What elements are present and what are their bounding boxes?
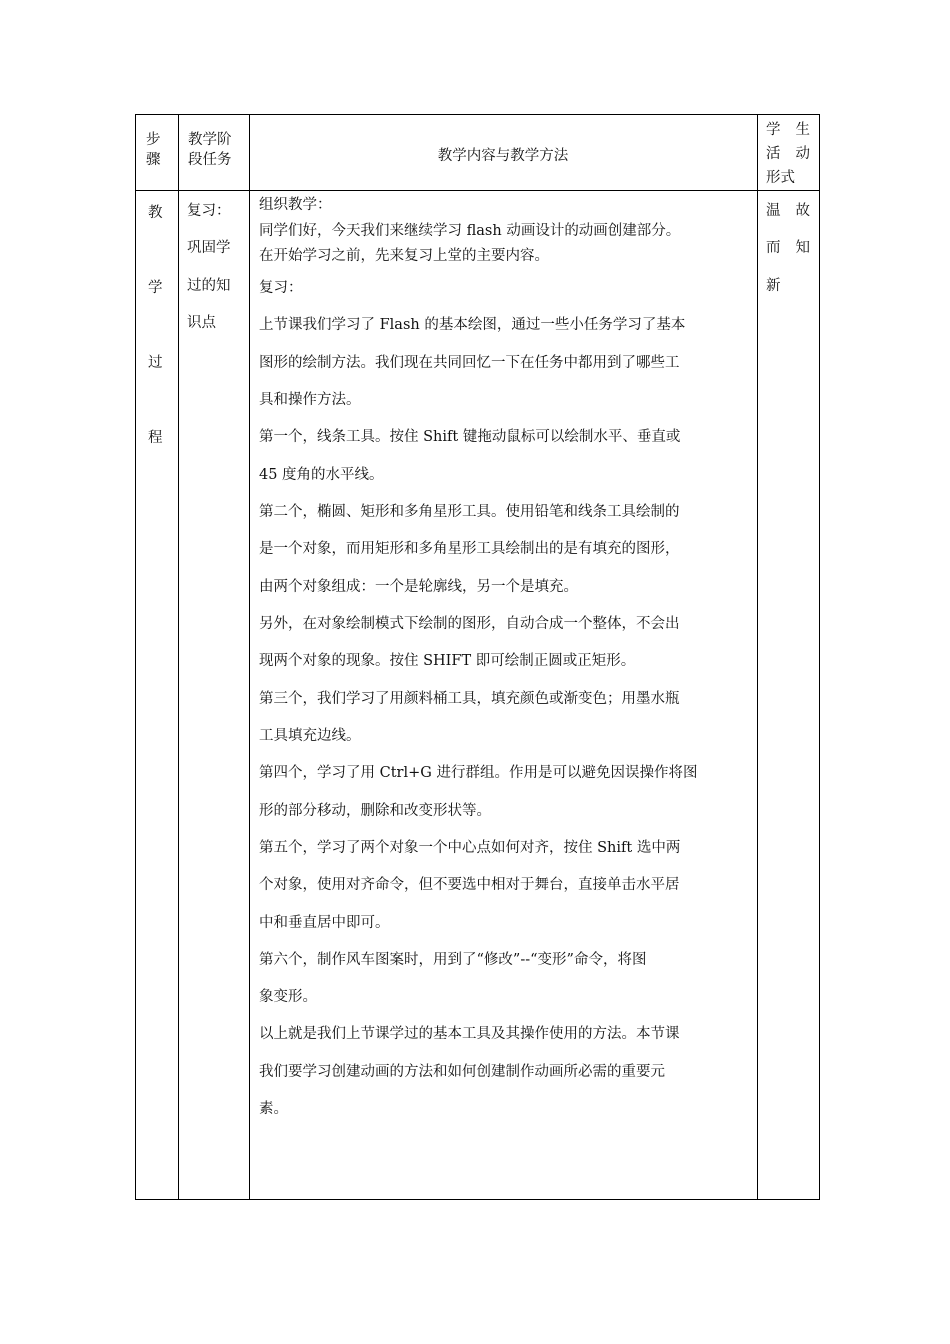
activity-char: 温 bbox=[766, 203, 781, 219]
content-line: 具和操作方法。 bbox=[259, 392, 361, 408]
content-line: 个对象，使用对齐命令，但不要选中相对于舞台，直接单击水平居 bbox=[259, 877, 680, 893]
header-activity-char: 活 bbox=[766, 146, 781, 162]
activity-char: 故 bbox=[795, 203, 810, 219]
task-line: 巩固学 bbox=[187, 240, 231, 256]
header-activity-line bbox=[766, 118, 810, 142]
content-line: 象变形。 bbox=[259, 989, 317, 1005]
activity-line bbox=[766, 238, 810, 258]
content-line: 第二个，椭圆、矩形和多角星形工具。使用铅笔和线条工具绘制的 bbox=[259, 504, 680, 520]
step-char: 教 bbox=[148, 205, 163, 221]
activity-char: 而 bbox=[766, 240, 781, 256]
content-line: 形的部分移动，删除和改变形状等。 bbox=[259, 803, 491, 819]
content-line: 中和垂直居中即可。 bbox=[259, 915, 390, 931]
content-line: 工具填充边线。 bbox=[259, 728, 361, 744]
content-line: 第六个，制作风车图案时，用到了“修改”--“变形”命令，将图 bbox=[259, 952, 647, 968]
header-divider bbox=[135, 190, 820, 191]
column-divider-3 bbox=[757, 114, 758, 1200]
content-line: 第三个，我们学习了用颜料桶工具，填充颜色或渐变色；用墨水瓶 bbox=[259, 691, 680, 707]
content-line: 45 度角的水平线。 bbox=[259, 467, 384, 483]
header-step-line: 骤 bbox=[146, 152, 161, 168]
step-char: 程 bbox=[148, 430, 163, 446]
step-char: 学 bbox=[148, 280, 163, 296]
table-right-border bbox=[819, 114, 820, 1200]
content-line: 上节课我们学习了 Flash 的基本绘图，通过一些小任务学习了基本 bbox=[259, 317, 686, 333]
header-task bbox=[188, 130, 244, 170]
header-activity bbox=[766, 118, 814, 190]
content-line: 由两个对象组成：一个是轮廓线，另一个是填充。 bbox=[259, 579, 578, 595]
header-activity-line bbox=[766, 142, 810, 166]
content-line: 复习： bbox=[259, 280, 303, 296]
table-left-border bbox=[135, 114, 136, 1200]
content-line: 第一个，线条工具。按住 Shift 键拖动鼠标可以绘制水平、垂直或 bbox=[259, 429, 681, 445]
content-line: 另外，在对象绘制模式下绘制的图形，自动合成一个整体，不会出 bbox=[259, 616, 680, 632]
content-line: 是一个对象，而用矩形和多角星形工具绘制出的是有填充的图形， bbox=[259, 541, 680, 557]
header-task-line: 教学阶 bbox=[188, 132, 232, 148]
content-line: 以上就是我们上节课学过的基本工具及其操作使用的方法。本节课 bbox=[259, 1026, 680, 1042]
header-activity-line: 形式 bbox=[766, 170, 795, 186]
content-line: 现两个对象的现象。按住 SHIFT 即可绘制正圆或正矩形。 bbox=[259, 653, 636, 669]
task-line: 过的知 bbox=[187, 278, 231, 294]
content-line: 在开始学习之前，先来复习上堂的主要内容。 bbox=[259, 248, 549, 264]
table-bottom-border bbox=[135, 1199, 820, 1200]
task-line: 复习： bbox=[187, 203, 231, 219]
content-line: 图形的绘制方法。我们现在共同回忆一下在任务中都用到了哪些工 bbox=[259, 355, 680, 371]
activity-char: 知 bbox=[795, 240, 810, 256]
content-line: 同学们好，今天我们来继续学习 flash 动画设计的动画创建部分。 bbox=[259, 223, 681, 239]
column-divider-1 bbox=[178, 114, 179, 1200]
header-task-line: 段任务 bbox=[188, 152, 232, 168]
content-line: 第四个，学习了用 Ctrl+G 进行群组。作用是可以避免因误操作将图 bbox=[259, 765, 698, 781]
header-activity-char: 生 bbox=[795, 122, 810, 138]
column-divider-2 bbox=[249, 114, 250, 1200]
content-heading: 组织教学： bbox=[259, 197, 332, 213]
activity-line bbox=[766, 201, 810, 221]
activity-line: 新 bbox=[766, 278, 781, 294]
header-step-line: 步 bbox=[146, 132, 161, 148]
content-line: 素。 bbox=[259, 1101, 288, 1117]
task-line: 识点 bbox=[187, 315, 216, 331]
header-activity-char: 学 bbox=[766, 122, 781, 138]
content-line: 我们要学习创建动画的方法和如何创建制作动画所必需的重要元 bbox=[259, 1064, 665, 1080]
table-top-border bbox=[135, 114, 820, 115]
header-content: 教学内容与教学方法 bbox=[437, 148, 569, 164]
header-activity-char: 动 bbox=[795, 146, 810, 162]
header-step bbox=[146, 130, 172, 170]
content-line: 第五个，学习了两个对象一个中心点如何对齐，按住 Shift 选中两 bbox=[259, 840, 681, 856]
step-char: 过 bbox=[148, 355, 163, 371]
